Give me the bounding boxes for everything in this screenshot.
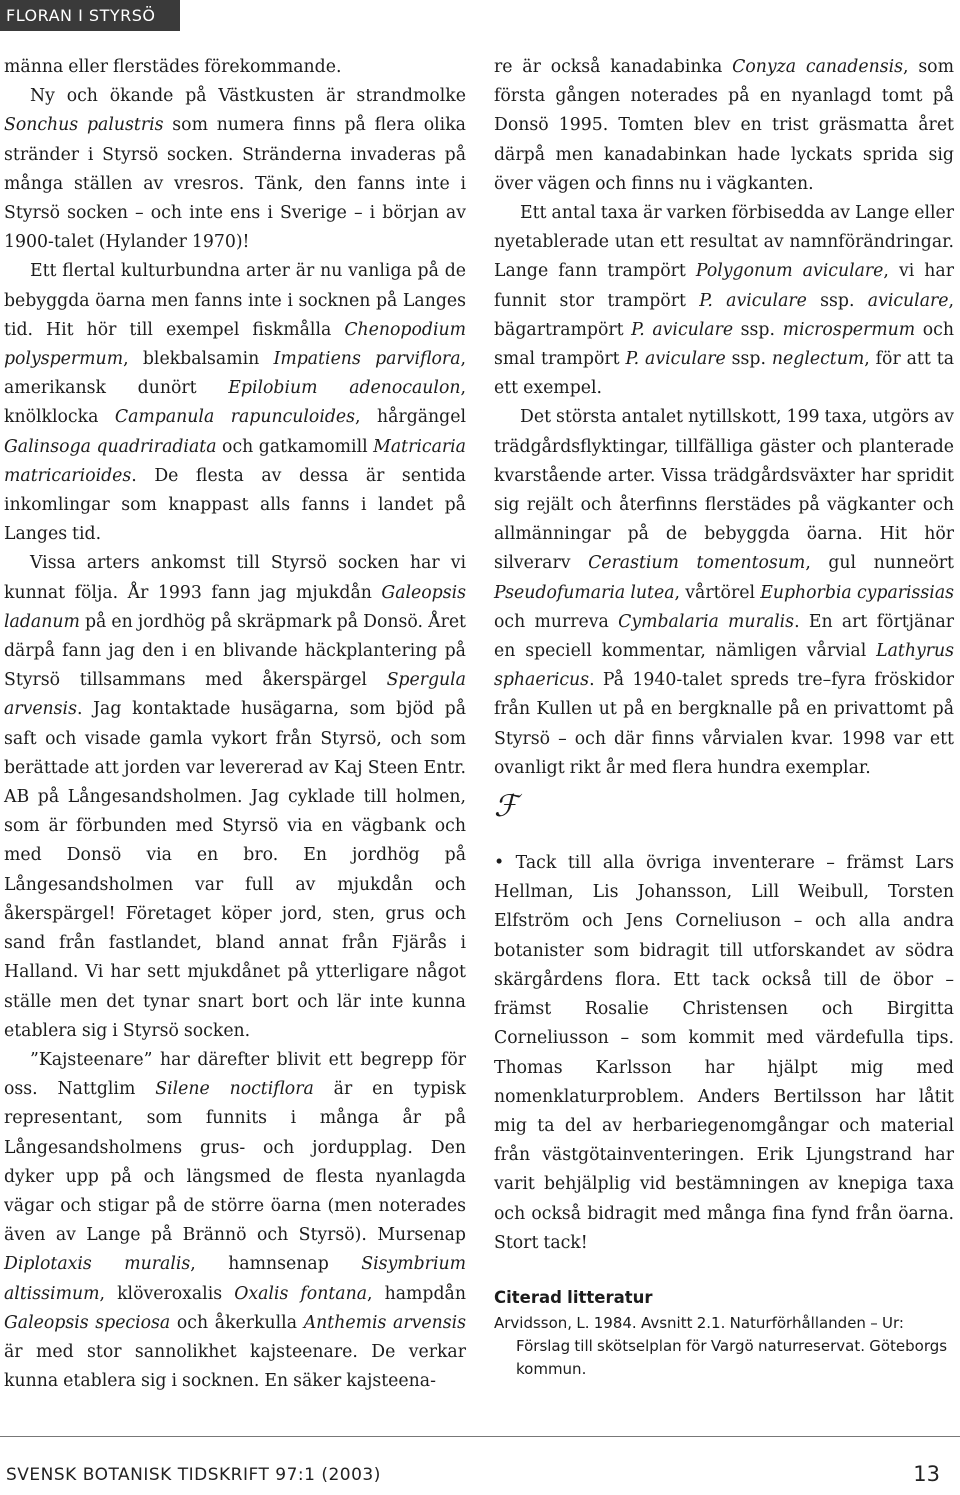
species-name: aviculare bbox=[867, 290, 949, 311]
paragraph: Det största antalet nytillskott, 199 taxa, utgörs av trädgårdsflyktingar, tillfälliga gäster och planterade kvarstående arter. Vissa trädgårdsväxter har spridit sig rejält och återfinns flerstädes på vägkanter och allmänningar på de bebyggda öarna. Hit hör silverarv Cerastium tomentosum, gul nunneört Pseudofumaria lutea, vårtörel Euphorbia cyparissias och murreva Cymbalaria muralis. En art förtjänar en speciell kommentar, nämligen vårvial Lathyrus sphaericus. På 1940-talet spreds tre–fyra fröskidor från Kullen ut på en bergknalle på en privattomt på Styrsö – och där finns vårvialen kvar. 1998 var ett ovanligt rikt år med flera hundra exemplar. bbox=[494, 407, 955, 778]
species-name: Polygonum aviculare bbox=[695, 261, 884, 282]
paragraph: Ett antal taxa är varken förbisedda av Lange eller nyetablerade utan ett resultat av namnförändringar. Lange fann trampört Polygonum aviculare, vi har funnit stor trampört P. aviculare ssp. aviculare, bägartrampört P. aviculare ssp. microspermum och smal trampört P. aviculare ssp. neglectum, för att ta ett exempel. bbox=[494, 203, 954, 399]
paragraph: männa eller flerstädes förekommande. bbox=[4, 57, 342, 77]
paragraph: Ett flertal kulturbundna arter är nu vanliga på de bebyggda öarna men fanns inte i socknen på Langes tid. Hit hör till exempel fiskmålla Chenopodium polyspermum, blekbalsamin Impatiens parviflora, amerikansk dunört Epilobium adenocaulon, knölklocka Campanula rapunculoides, hårgängel Galinsoga quadriradiata och gatkamomill Matricaria matricarioides. De flesta av dessa är sentida inkomlingar som knappast alls fanns i landet på Langes tid. bbox=[4, 261, 467, 545]
references-heading: Citerad litteratur bbox=[494, 1287, 653, 1307]
species-name: Galeopsis ladanum bbox=[4, 582, 466, 632]
section-header: FLORAN I STYRSÖ bbox=[0, 0, 180, 31]
journal-citation: SVENSK BOTANISK TIDSKRIFT 97:1 (2003) bbox=[6, 1465, 381, 1485]
reference-item: Arvidsson, L. 1984. Avsnitt 2.1. Naturförhållanden – Ur: Förslag till skötselplan för Vargö naturreservat. Göteborgs kommun. bbox=[494, 1313, 948, 1378]
species-name: Cymbalaria muralis bbox=[618, 611, 795, 632]
paragraph: Vissa arters ankomst till Styrsö socken har vi kunnat följa. År 1993 fann jag mjukdån Galeopsis ladanum på en jordhög på skräpmark på Donsö. Året därpå fann jag den i en blivande häckplantering på Styrsö tillsammans med åkerspärgel Spergula arvensis. Jag kontaktade husägarna, som bjöd på saft och visade gamla vykort från Styrsö, och som berättade att jorden var levererad av Kaj Steen Entr. AB på Långesandsholmen. Jag cyklade till holmen, som är förbunden med Styrsö via en vägbank och med Donsö via en bro. En jordhög på Långesandsholmen var full av mjukdån och åkerspärgel! Företaget köper jord, sten, grus och sand från fastlandet, bland annat från Fjärås i Halland. Vi har sett mjukdånet på ytterligare något ställe men det tynar snart bort och lär inte kunna etablera sig i Styrsö socken. bbox=[4, 553, 466, 1041]
acknowledgement-paragraph: • Tack till alla övriga inventerare – främst Lars Hellman, Lis Johansson, Lill Weibull, Torsten Elfström och Jens Corneliuson – och alla andra botanister som bidragit till utforskandet av södra skärgårdens flora. Ett tack också till de öbor – främst Rosalie Christensen och Birgitta Corneliusson – som kommit med värdefulla tips. Thomas Karlsson har hjälpt mig med nomenklaturproblem. Anders Bertilsson har låtit mig ta del av herbariegenomgångar och material från västgötainventeringen. Erik Ljungstrand har varit behjälplig vid bestämningen av knepiga taxa och också bidragit med många fina fynd från öarna. Stort tack! bbox=[494, 853, 954, 1253]
species-name: Impatiens parviflora bbox=[273, 349, 461, 370]
species-name: Sonchus palustris bbox=[4, 115, 164, 136]
section-end-ornament-icon: ℱ bbox=[494, 789, 518, 825]
left-column bbox=[4, 53, 466, 1396]
species-name: Diplotaxis muralis bbox=[4, 1254, 191, 1275]
paragraph: ”Kajsteenare” har därefter blivit ett begrepp för oss. Nattglim Silene noctiflora är en typisk representant, som funnits i många år på Långesandsholmens grus- och jordupplag. Den dyker upp på och längsmed de flesta nyanlagda vägar och stigar på de större öarna (men noterades även av Lange på Brännö och Styrsö). Mursenap Diplotaxis muralis, hamnsenap Sisymbrium altissimum, klöveroxalis Oxalis fontana, hampdån Galeopsis speciosa och åkerkulla Anthemis arvensis är med stor sannolikhet kajsteenare. De verkar kunna etablera sig i socknen. En säker kajsteena- bbox=[4, 1049, 467, 1392]
species-name: Sisymbrium altissimum bbox=[4, 1254, 466, 1304]
species-name: Cerastium tomentosum bbox=[588, 553, 806, 574]
species-name: P. aviculare bbox=[699, 290, 807, 311]
species-name: P. aviculare bbox=[625, 349, 726, 370]
species-name: Epilobium adenocaulon bbox=[228, 378, 461, 399]
paragraph: re är också kanadabinka Conyza canadensis, som första gången noterades på en nyanlagd tomt på Donsö 1995. Tomten blev en trist gräsmatta året därpå men kanadabinkan hade lyckats sprida sig över vägen och finns nu i vägkanten. bbox=[494, 57, 954, 194]
species-name: Oxalis fontana bbox=[234, 1283, 368, 1304]
species-name: neglectum bbox=[771, 349, 865, 370]
species-name: Matricaria matricarioides bbox=[4, 436, 466, 486]
species-name: Chenopodium polyspermum bbox=[4, 319, 466, 370]
species-name: Pseudofumaria lutea bbox=[494, 582, 675, 603]
paragraph: Ny och ökande på Västkusten är strandmolke Sonchus palustris som numera finns på flera olika stränder i Styrsö socken. Stränderna invaderas på många ställen av vresros. Tänk, den fanns inte i Styrsö socken – och inte ens i Sverige – i början av 1900-talet (Hylander 1970)! bbox=[4, 86, 466, 253]
right-column bbox=[494, 53, 954, 1381]
species-name: Anthemis arvensis bbox=[303, 1312, 467, 1333]
species-name: Conyza canadensis bbox=[732, 57, 903, 77]
footer-divider bbox=[0, 1436, 960, 1437]
species-name: Campanula rapunculoides bbox=[114, 407, 356, 428]
species-name: Lathyrus sphaericus bbox=[494, 641, 954, 691]
species-name: Spergula arvensis bbox=[4, 670, 466, 720]
species-name: Galeopsis speciosa bbox=[4, 1312, 171, 1333]
species-name: microspermum bbox=[782, 319, 916, 340]
page-number: 13 bbox=[913, 1462, 940, 1486]
species-name: Galinsoga quadriradiata bbox=[4, 436, 217, 457]
species-name: Euphorbia cyparissias bbox=[760, 582, 954, 603]
species-name: P. aviculare bbox=[631, 319, 734, 340]
species-name: Silene noctiflora bbox=[155, 1079, 314, 1100]
